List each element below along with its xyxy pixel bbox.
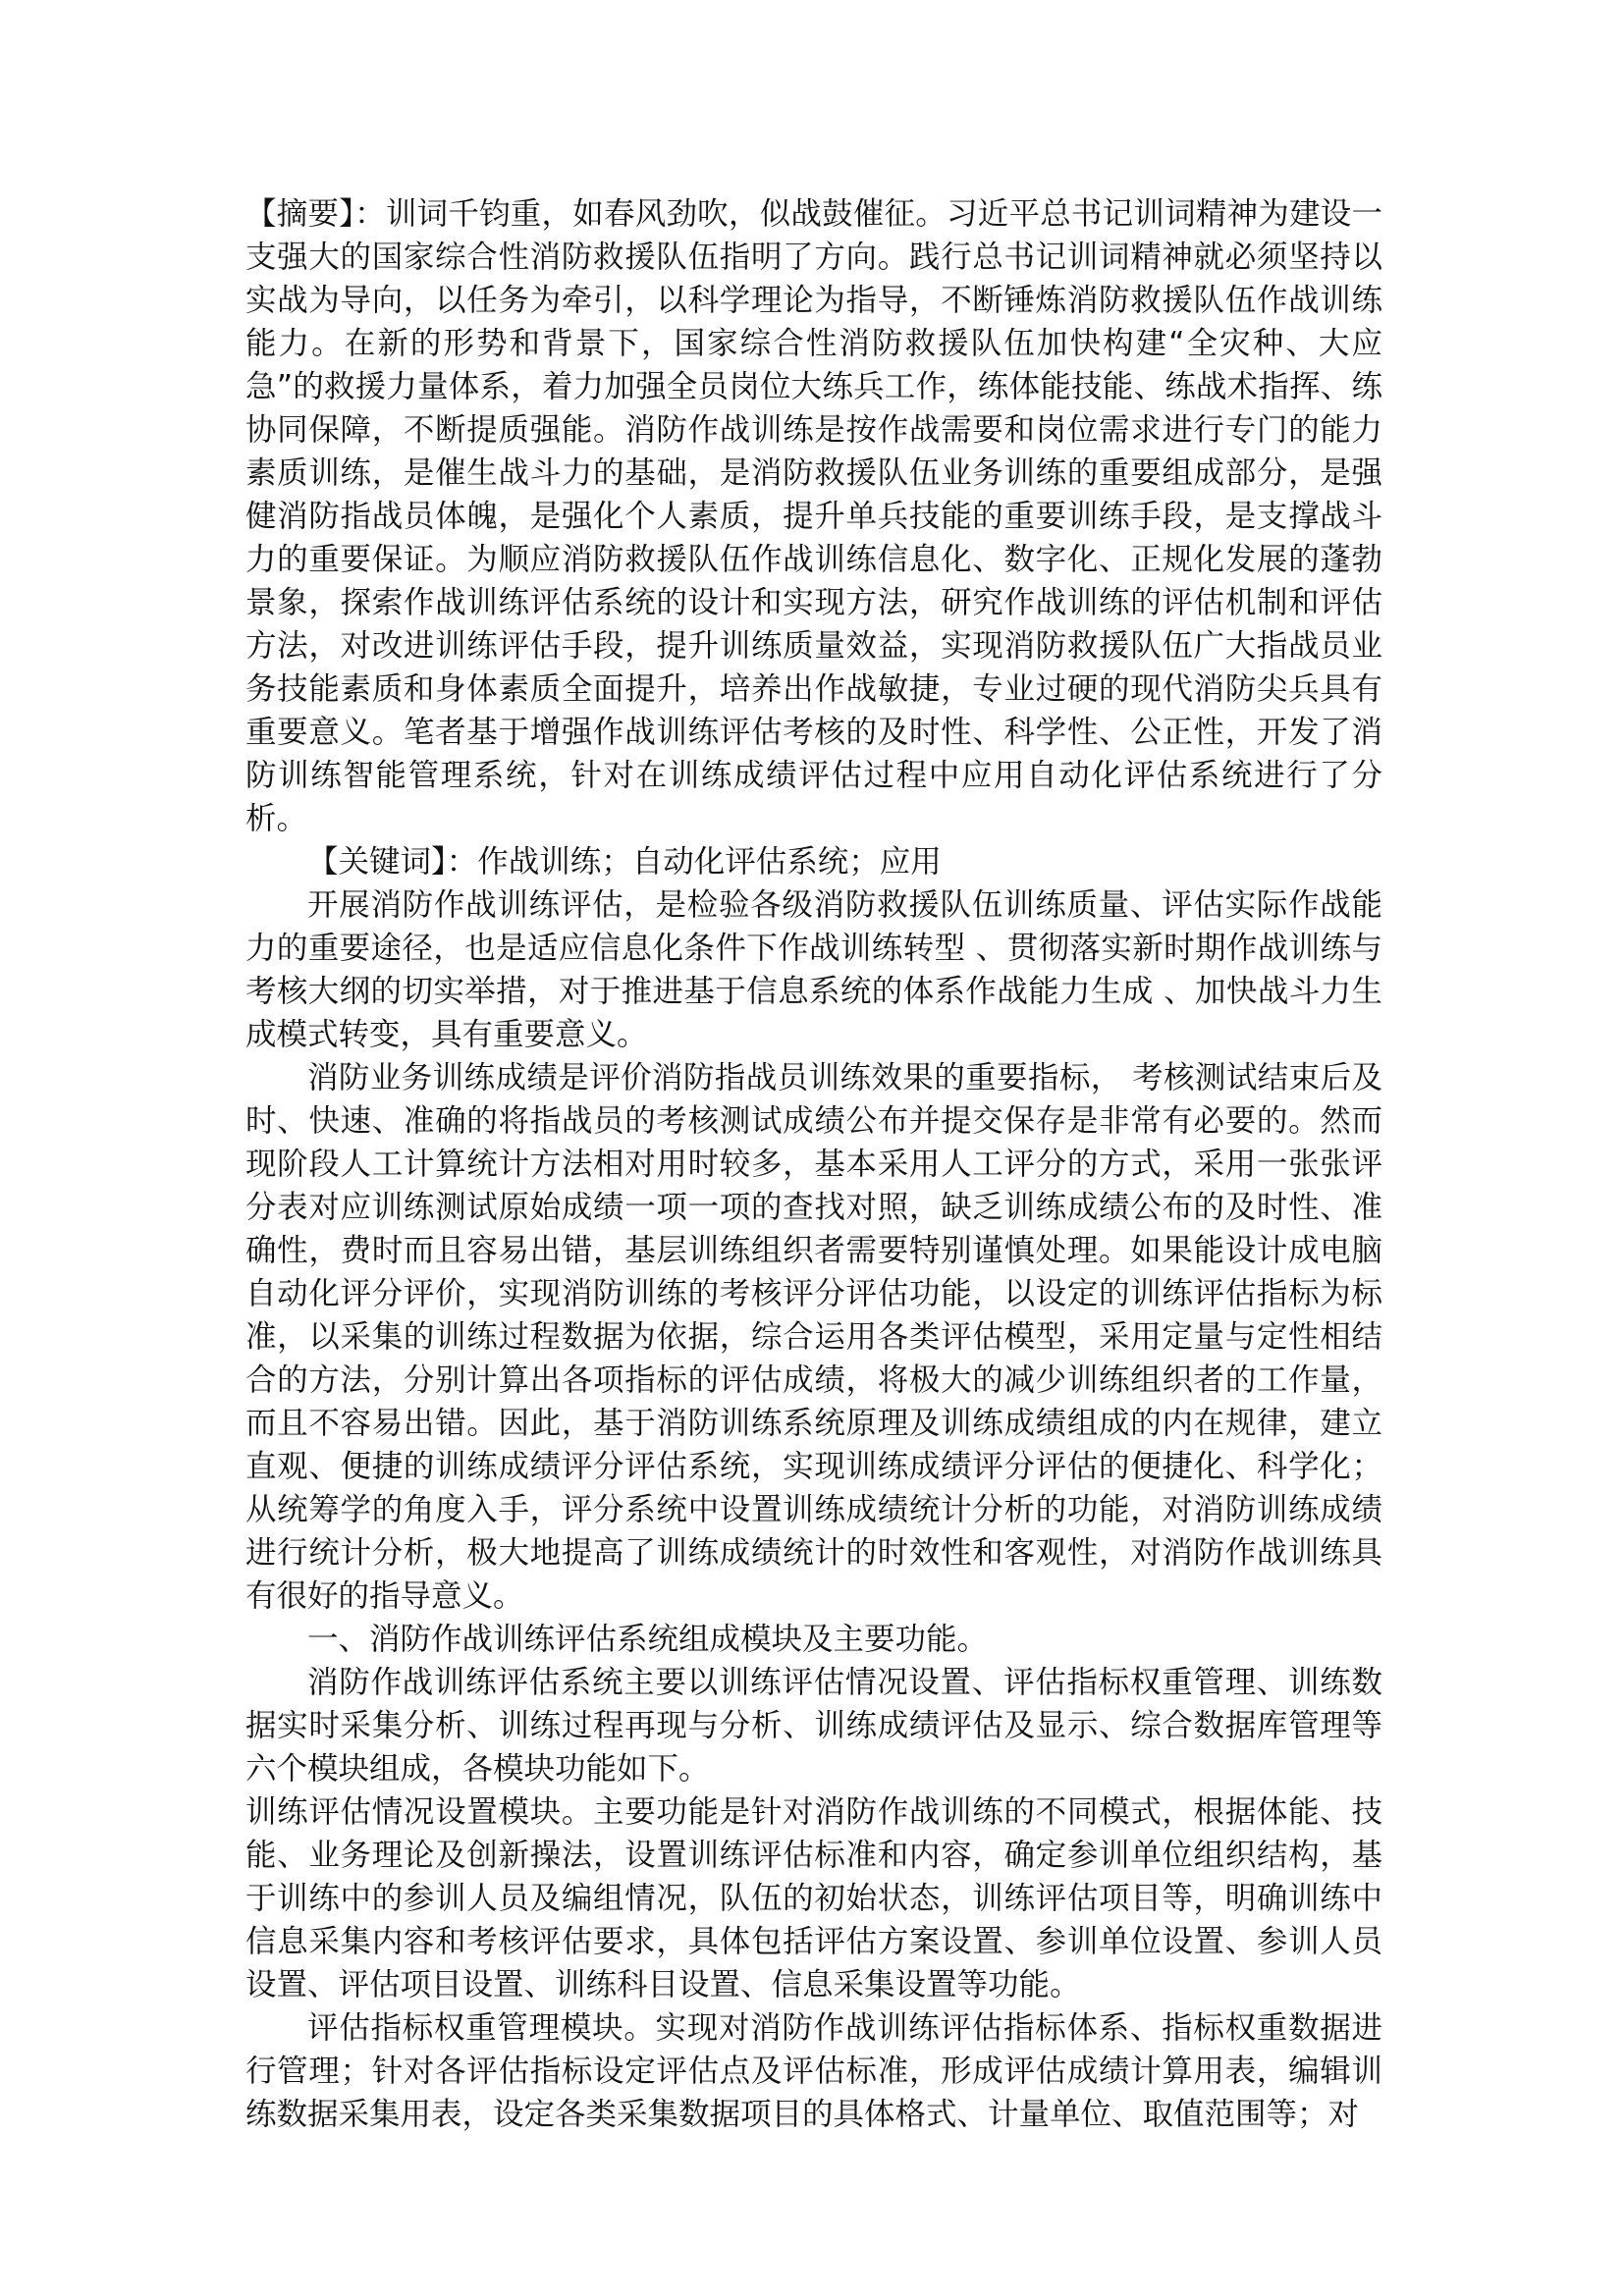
body-paragraph-2: 消防业务训练成绩是评价消防指战员训练效果的重要指标， 考核测试结束后及时、快速、准确的将指战员的考核测试成绩公布并提交保存是非常有必要的。然而现阶段人工计算统计方法相对用时较多，基本采用人工评分的方式，采用一张张评分表对应训练测试原始成绩一项一项的查找对照，缺乏训练成绩公布的及时性、准确性，费时而且容易出错，基层训练组织者需要特别谨慎处理。如果能设计成电脑自动化评分评价，实现消防训练的考核评分评估功能，以设定的训练评估指标为标准，以采集的训练过程数据为依据，综合运用各类评估模型，采用定量与定性相结合的方法，分别计算出各项指标的评估成绩，将极大的减少训练组织者的工作量，而且不容易出错。因此，基于消防训练系统原理及训练成绩组成的内在规律，建立直观、便捷的训练成绩评分评估系统，实现训练成绩评分评估的便捷化、科学化；从统筹学的角度入手，评分系统中设置训练成绩统计分析的功能，对消防训练成绩进行统计分析，极大地提高了训练成绩统计的时效性和客观性，对消防作战训练具有很好的指导意义。: [245, 1060, 1382, 1614]
body-paragraph-3: 消防作战训练评估系统主要以训练评估情况设置、评估指标权重管理、训练数据实时采集分析、训练过程再现与分析、训练成绩评估及显示、综合数据库管理等六个模块组成，各模块功能如下。: [245, 1665, 1382, 1787]
keywords-paragraph: 【关键词】：作战训练；自动化评估系统；应用: [307, 844, 942, 880]
section-heading-1: 一、消防作战训练评估系统组成模块及主要功能。: [307, 1622, 989, 1657]
document-page: [245, 192, 1382, 2136]
body-paragraph-1: 开展消防作战训练评估，是检验各级消防救援队伍训练质量、评估实际作战能力的重要途径，也是适应信息化条件下作战训练转型 、贯彻落实新时期作战训练与考核大纲的切实举措，对于推进基于信息系统的体系作战能力生成 、加快战斗力生成模式转变，具有重要意义。: [245, 887, 1382, 1052]
abstract-paragraph: 【摘要】：训词千钧重，如春风劲吹，似战鼓催征。习近平总书记训词精神为建设一支强大的国家综合性消防救援队伍指明了方向。践行总书记训词精神就必须坚持以实战为导向，以任务为牵引，以科学理论为指导，不断锤炼消防救援队伍作战训练能力。在新的形势和背景下，国家综合性消防救援队伍加快构建“全灾种、大应急”的救援力量体系，着力加强全员岗位大练兵工作，练体能技能、练战术指挥、练协同保障，不断提质强能。消防作战训练是按作战需要和岗位需求进行专门的能力素质训练，是催生战斗力的基础，是消防救援队伍业务训练的重要组成部分，是强健消防指战员体魄，是强化个人素质，提升单兵技能的重要训练手段，是支撑战斗力的重要保证。为顺应消防救援队伍作战训练信息化、数字化、正规化发展的蓬勃景象，探索作战训练评估系统的设计和实现方法，研究作战训练的评估机制和评估方法，对改进训练评估手段，提升训练质量效益，实现消防救援队伍广大指战员业务技能素质和身体素质全面提升，培养出作战敏捷，专业过硬的现代消防尖兵具有重要意义。笔者基于增强作战训练评估考核的及时性、科学性、公正性，开发了消防训练智能管理系统，针对在训练成绩评估过程中应用自动化评估系统进行了分析。: [245, 196, 1382, 836]
body-paragraph-4: 训练评估情况设置模块。主要功能是针对消防作战训练的不同模式，根据体能、技能、业务理论及创新操法，设置训练评估标准和内容，确定参训单位组织结构，基于训练中的参训人员及编组情况，队伍的初始状态，训练评估项目等，明确训练中信息采集内容和考核评估要求，具体包括评估方案设置、参训单位设置、参训人员设置、评估项目设置、训练科目设置、信息采集设置等功能。: [245, 1794, 1382, 2002]
body-paragraph-5: 评估指标权重管理模块。实现对消防作战训练评估指标体系、指标权重数据进行管理；针对各评估指标设定评估点及评估标准，形成评估成绩计算用表，编辑训练数据采集用表，设定各类采集数据项目的具体格式、计量单位、取值范围等；对: [245, 2010, 1382, 2132]
